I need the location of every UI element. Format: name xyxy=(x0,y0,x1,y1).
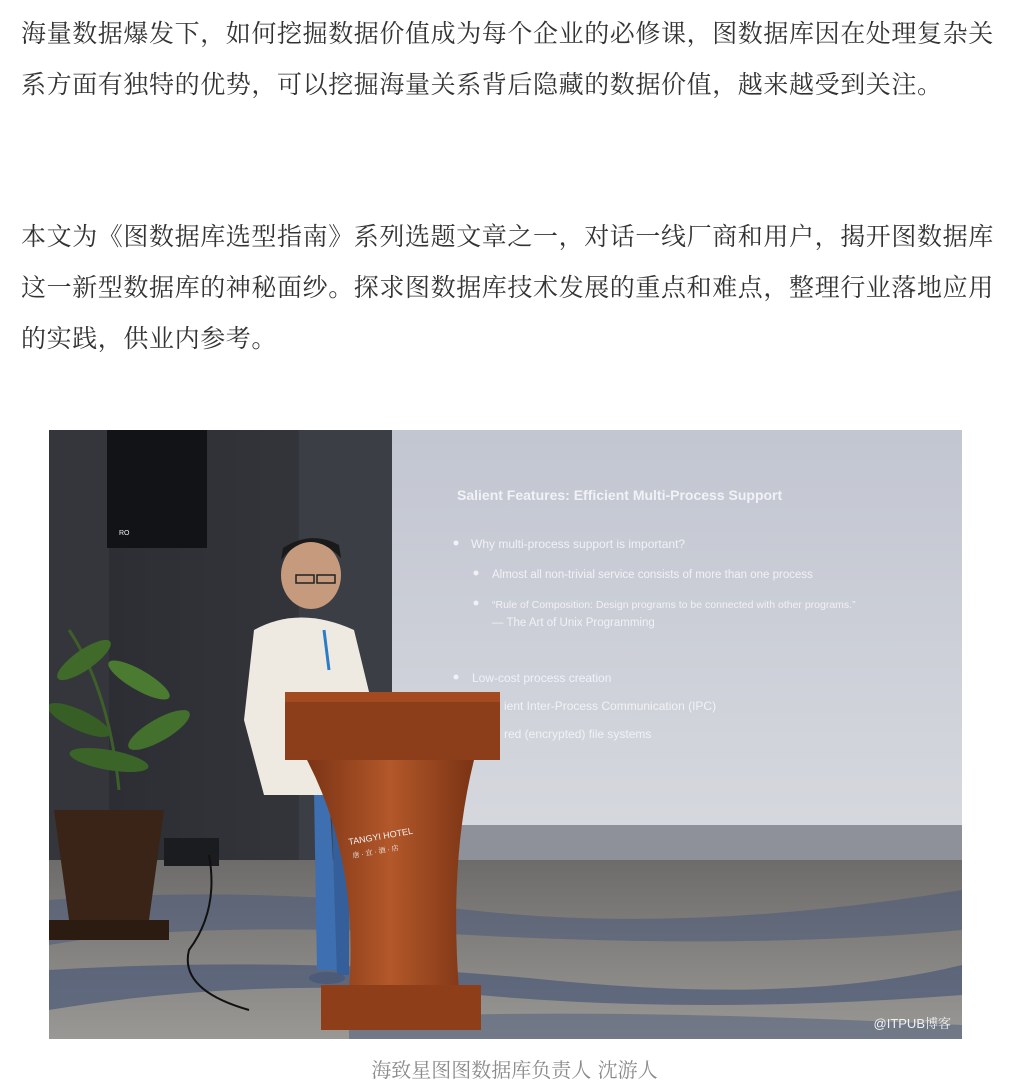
slide-title: Salient Features: Efficient Multi-Process Support xyxy=(457,487,783,503)
slide-bullet: — The Art of Unix Programming xyxy=(492,617,655,629)
slide-bullet: Almost all non-trivial service consists of more than one process xyxy=(492,569,813,581)
photo-caption: 海致星图图数据库负责人 沈游人 xyxy=(371,1058,658,1082)
slide-bullet: “Rule of Composition: Design programs to be connected with other programs.” xyxy=(492,599,856,611)
watermark: @ITPUB博客 xyxy=(873,1016,951,1031)
podium-subtitle: 唐 · 宜 · 酒 · 店 xyxy=(352,844,400,860)
podium-brand: TANGYI HOTEL xyxy=(347,825,414,847)
slide-bullet: red (encrypted) file systems xyxy=(504,727,652,741)
slide-bullet: Why multi-process support is important? xyxy=(471,537,686,551)
slide-bullet: ient Inter-Process Communication (IPC) xyxy=(504,699,717,713)
article-paragraph: 海量数据爆发下，如何挖掘数据价值成为每个企业的必修课，图数据库因在处理复杂关系方面有独特的优势，可以挖掘海量关系背后隐藏的数据价值，越来越受到关注。 xyxy=(21,19,994,99)
slide-bullet: Low-cost process creation xyxy=(472,671,612,685)
speaker-label: RO xyxy=(119,530,130,537)
article-paragraph: 本文为《图数据库选型指南》系列选题文章之一，对话一线厂商和用户，揭开图数据库这一新型数据库的神秘面纱。探求图数据库技术发展的重点和难点，整理行业落地应用的实践，供业内参考。 xyxy=(21,222,994,353)
article-photo xyxy=(49,430,962,1039)
conference-scene xyxy=(49,430,962,1039)
